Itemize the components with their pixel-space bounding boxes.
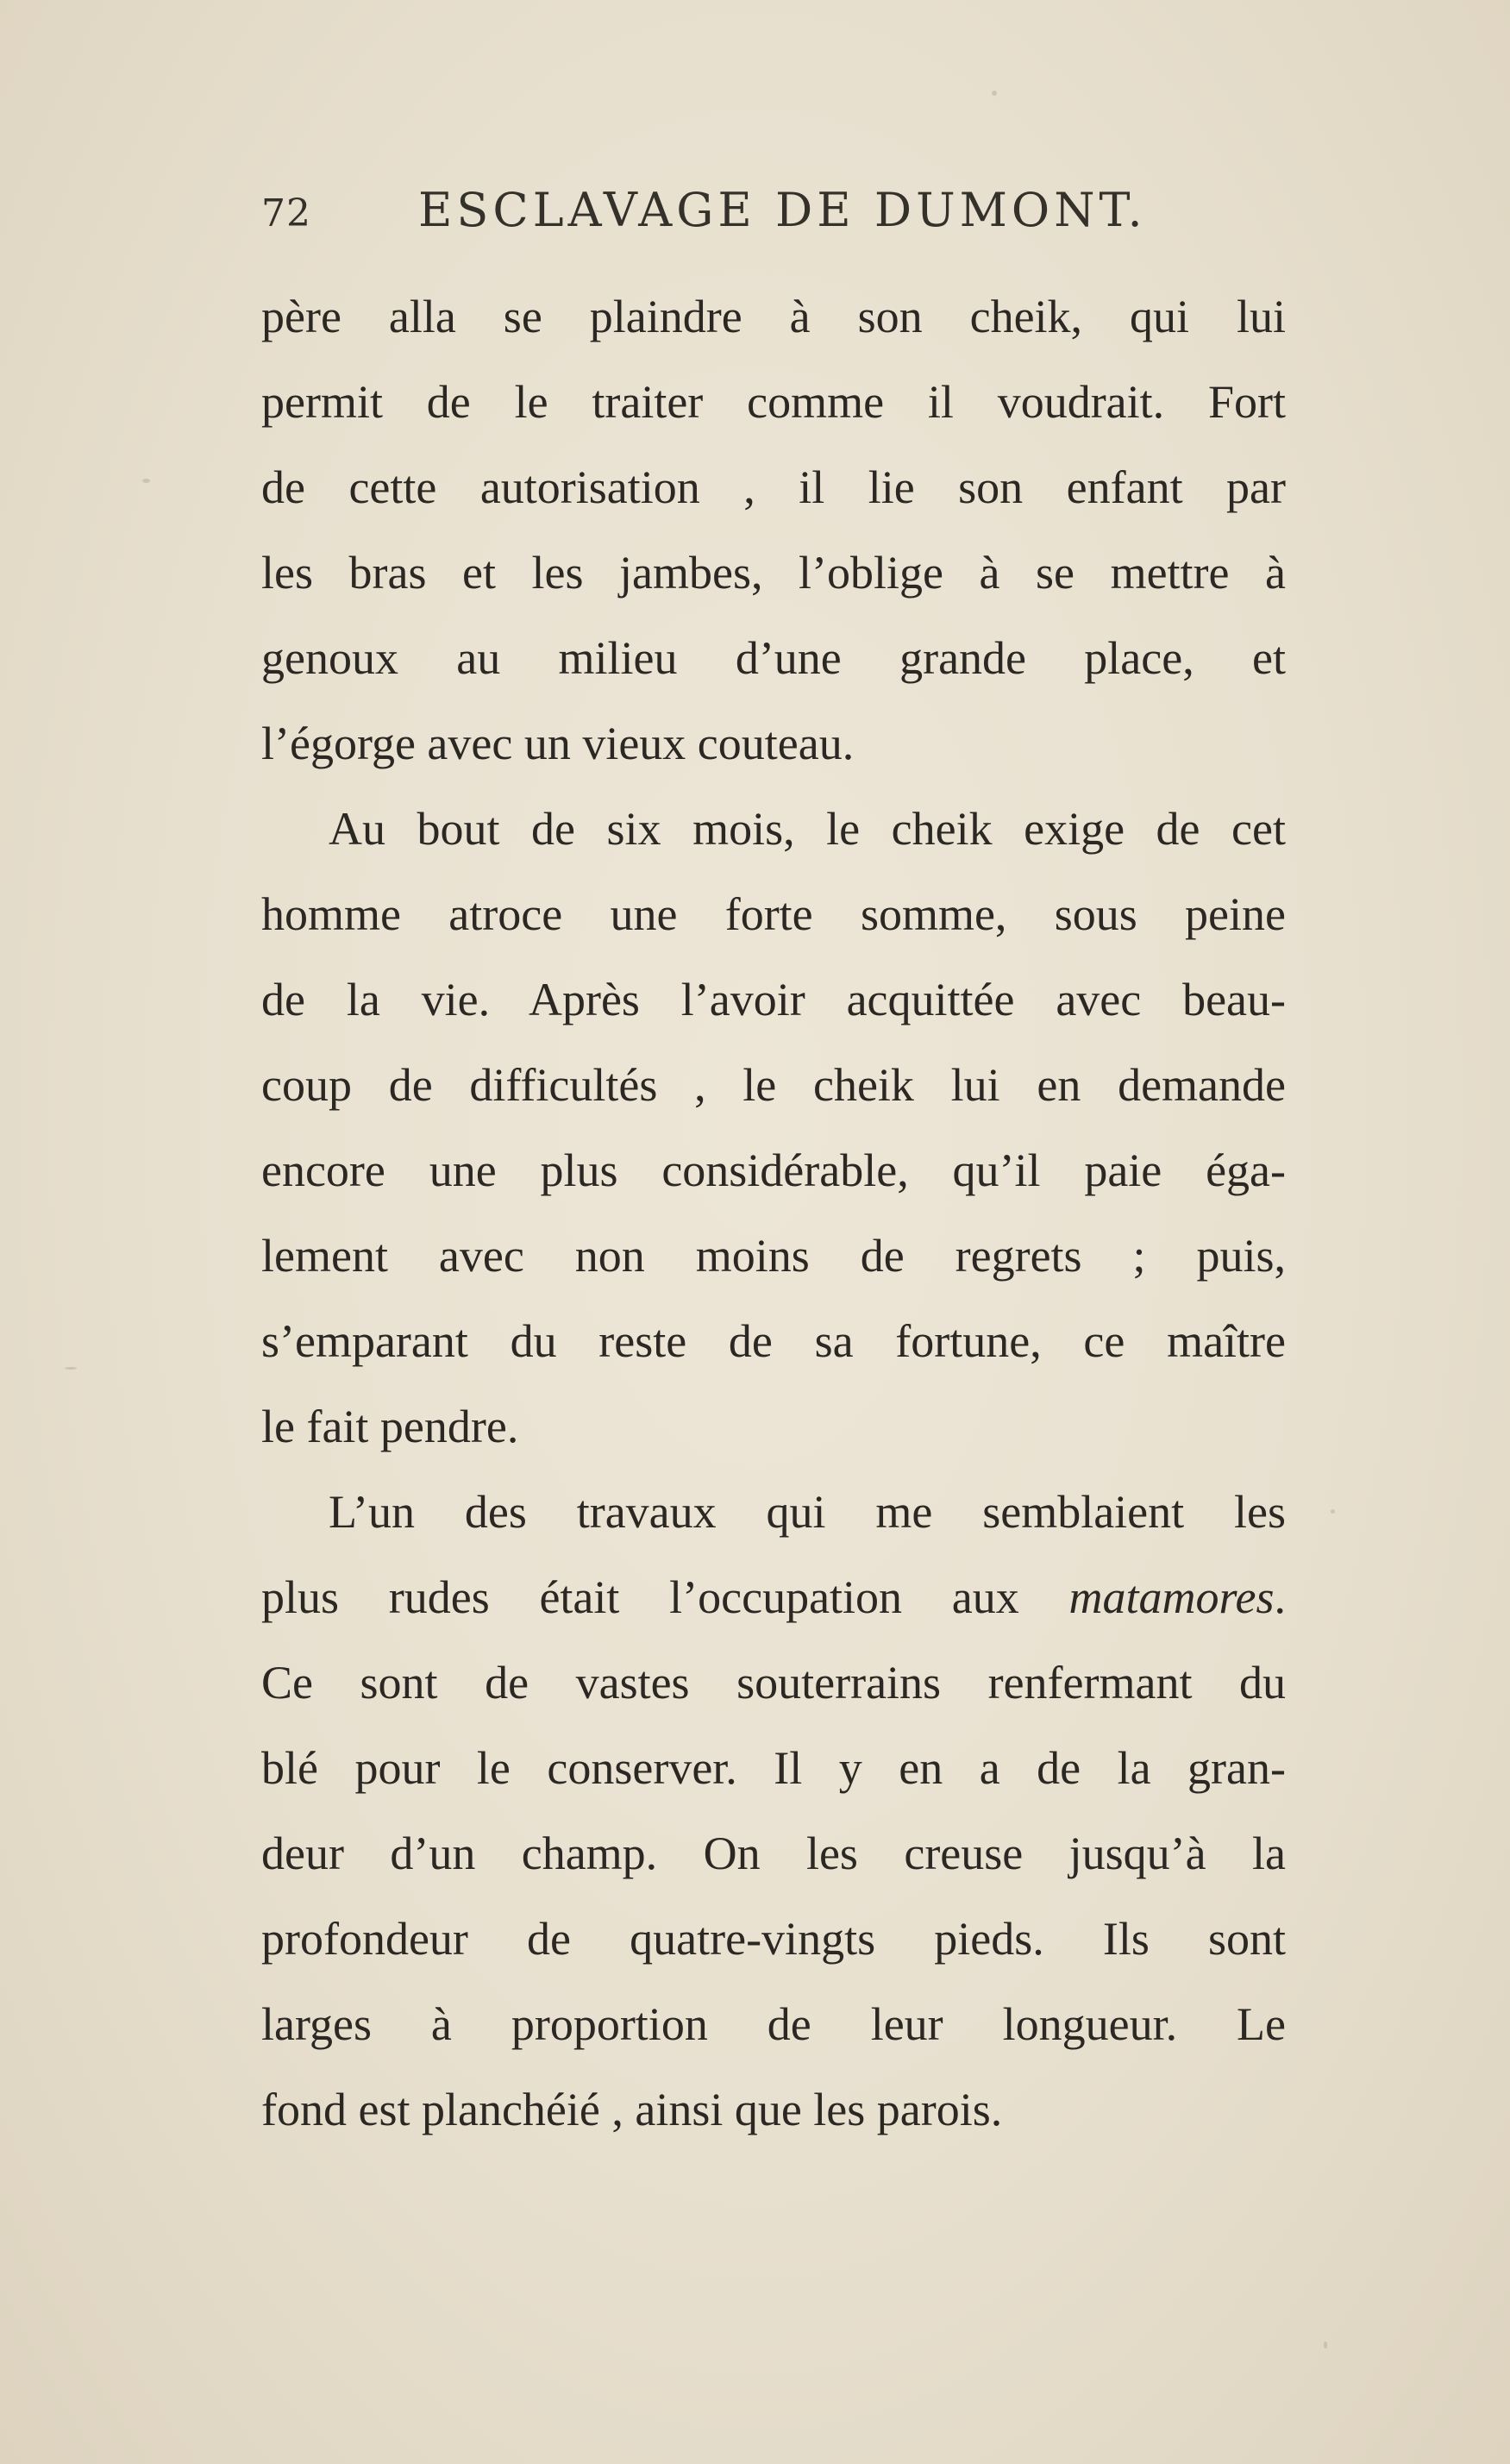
text-line: blé pour le conserver. Il y en a de la gran-: [261, 1742, 1286, 1794]
text-line: le fait pendre.: [261, 1401, 519, 1452]
paper-speck: [65, 1367, 77, 1370]
text-line: Au bout de six mois, le cheik exige de cet: [329, 803, 1286, 855]
text-run: plus rudes était l’occupation aux: [261, 1571, 1069, 1623]
text-line: deur d’un champ. On les creuse jusqu’à la: [261, 1828, 1286, 1879]
text-line: Ce sont de vastes souterrains renfermant du: [261, 1657, 1286, 1708]
text-line: encore une plus considérable, qu’il paie éga-: [261, 1144, 1286, 1196]
text-line: les bras et les jambes, l’oblige à se mettre à: [261, 547, 1286, 599]
text-line: genoux au milieu d’une grande place, et: [261, 632, 1286, 684]
text-line: homme atroce une forte somme, sous peine: [261, 888, 1286, 940]
text-line: fond est planchéié , ainsi que les parois.: [261, 2084, 1003, 2135]
paper-speck: [992, 91, 997, 96]
text-run: .: [1274, 1571, 1286, 1623]
paragraph-2: [261, 787, 1286, 1470]
page-number: 72: [261, 191, 311, 235]
text-line: permit de le traiter comme il voudrait. Fort: [261, 376, 1286, 428]
text-line: de la vie. Après l’avoir acquittée avec beau-: [261, 974, 1286, 1025]
paper-speck: [142, 479, 150, 483]
italic-term: matamores: [1068, 1571, 1275, 1623]
text-line: père alla se plaindre à son cheik, qui lui: [261, 291, 1286, 342]
text-line: s’emparant du reste de sa fortune, ce maître: [261, 1315, 1286, 1367]
running-title: ESCLAVAGE DE DUMONT.: [418, 183, 1147, 237]
text-line: de cette autorisation , il lie son enfant par: [261, 461, 1286, 513]
paragraph-3: [261, 1470, 1286, 2153]
body-text: [261, 274, 1286, 2153]
paragraph-1: [261, 274, 1286, 787]
text-line: coup de difficultés , le cheik lui en demande: [261, 1059, 1286, 1111]
text-line-with-italic: [261, 1555, 1286, 1640]
text-line: L’un des travaux qui me semblaient les: [329, 1486, 1286, 1538]
text-line: lement avec non moins de regrets ; puis,: [261, 1230, 1286, 1282]
text-line: l’égorge avec un vieux couteau.: [261, 718, 855, 769]
text-line: profondeur de quatre-vingts pieds. Ils sont: [261, 1913, 1286, 1965]
running-header: [261, 183, 1296, 252]
paper-speck: [1324, 2342, 1327, 2348]
paper-speck: [1331, 1509, 1335, 1514]
text-line: larges à proportion de leur longueur. Le: [261, 1998, 1286, 2050]
